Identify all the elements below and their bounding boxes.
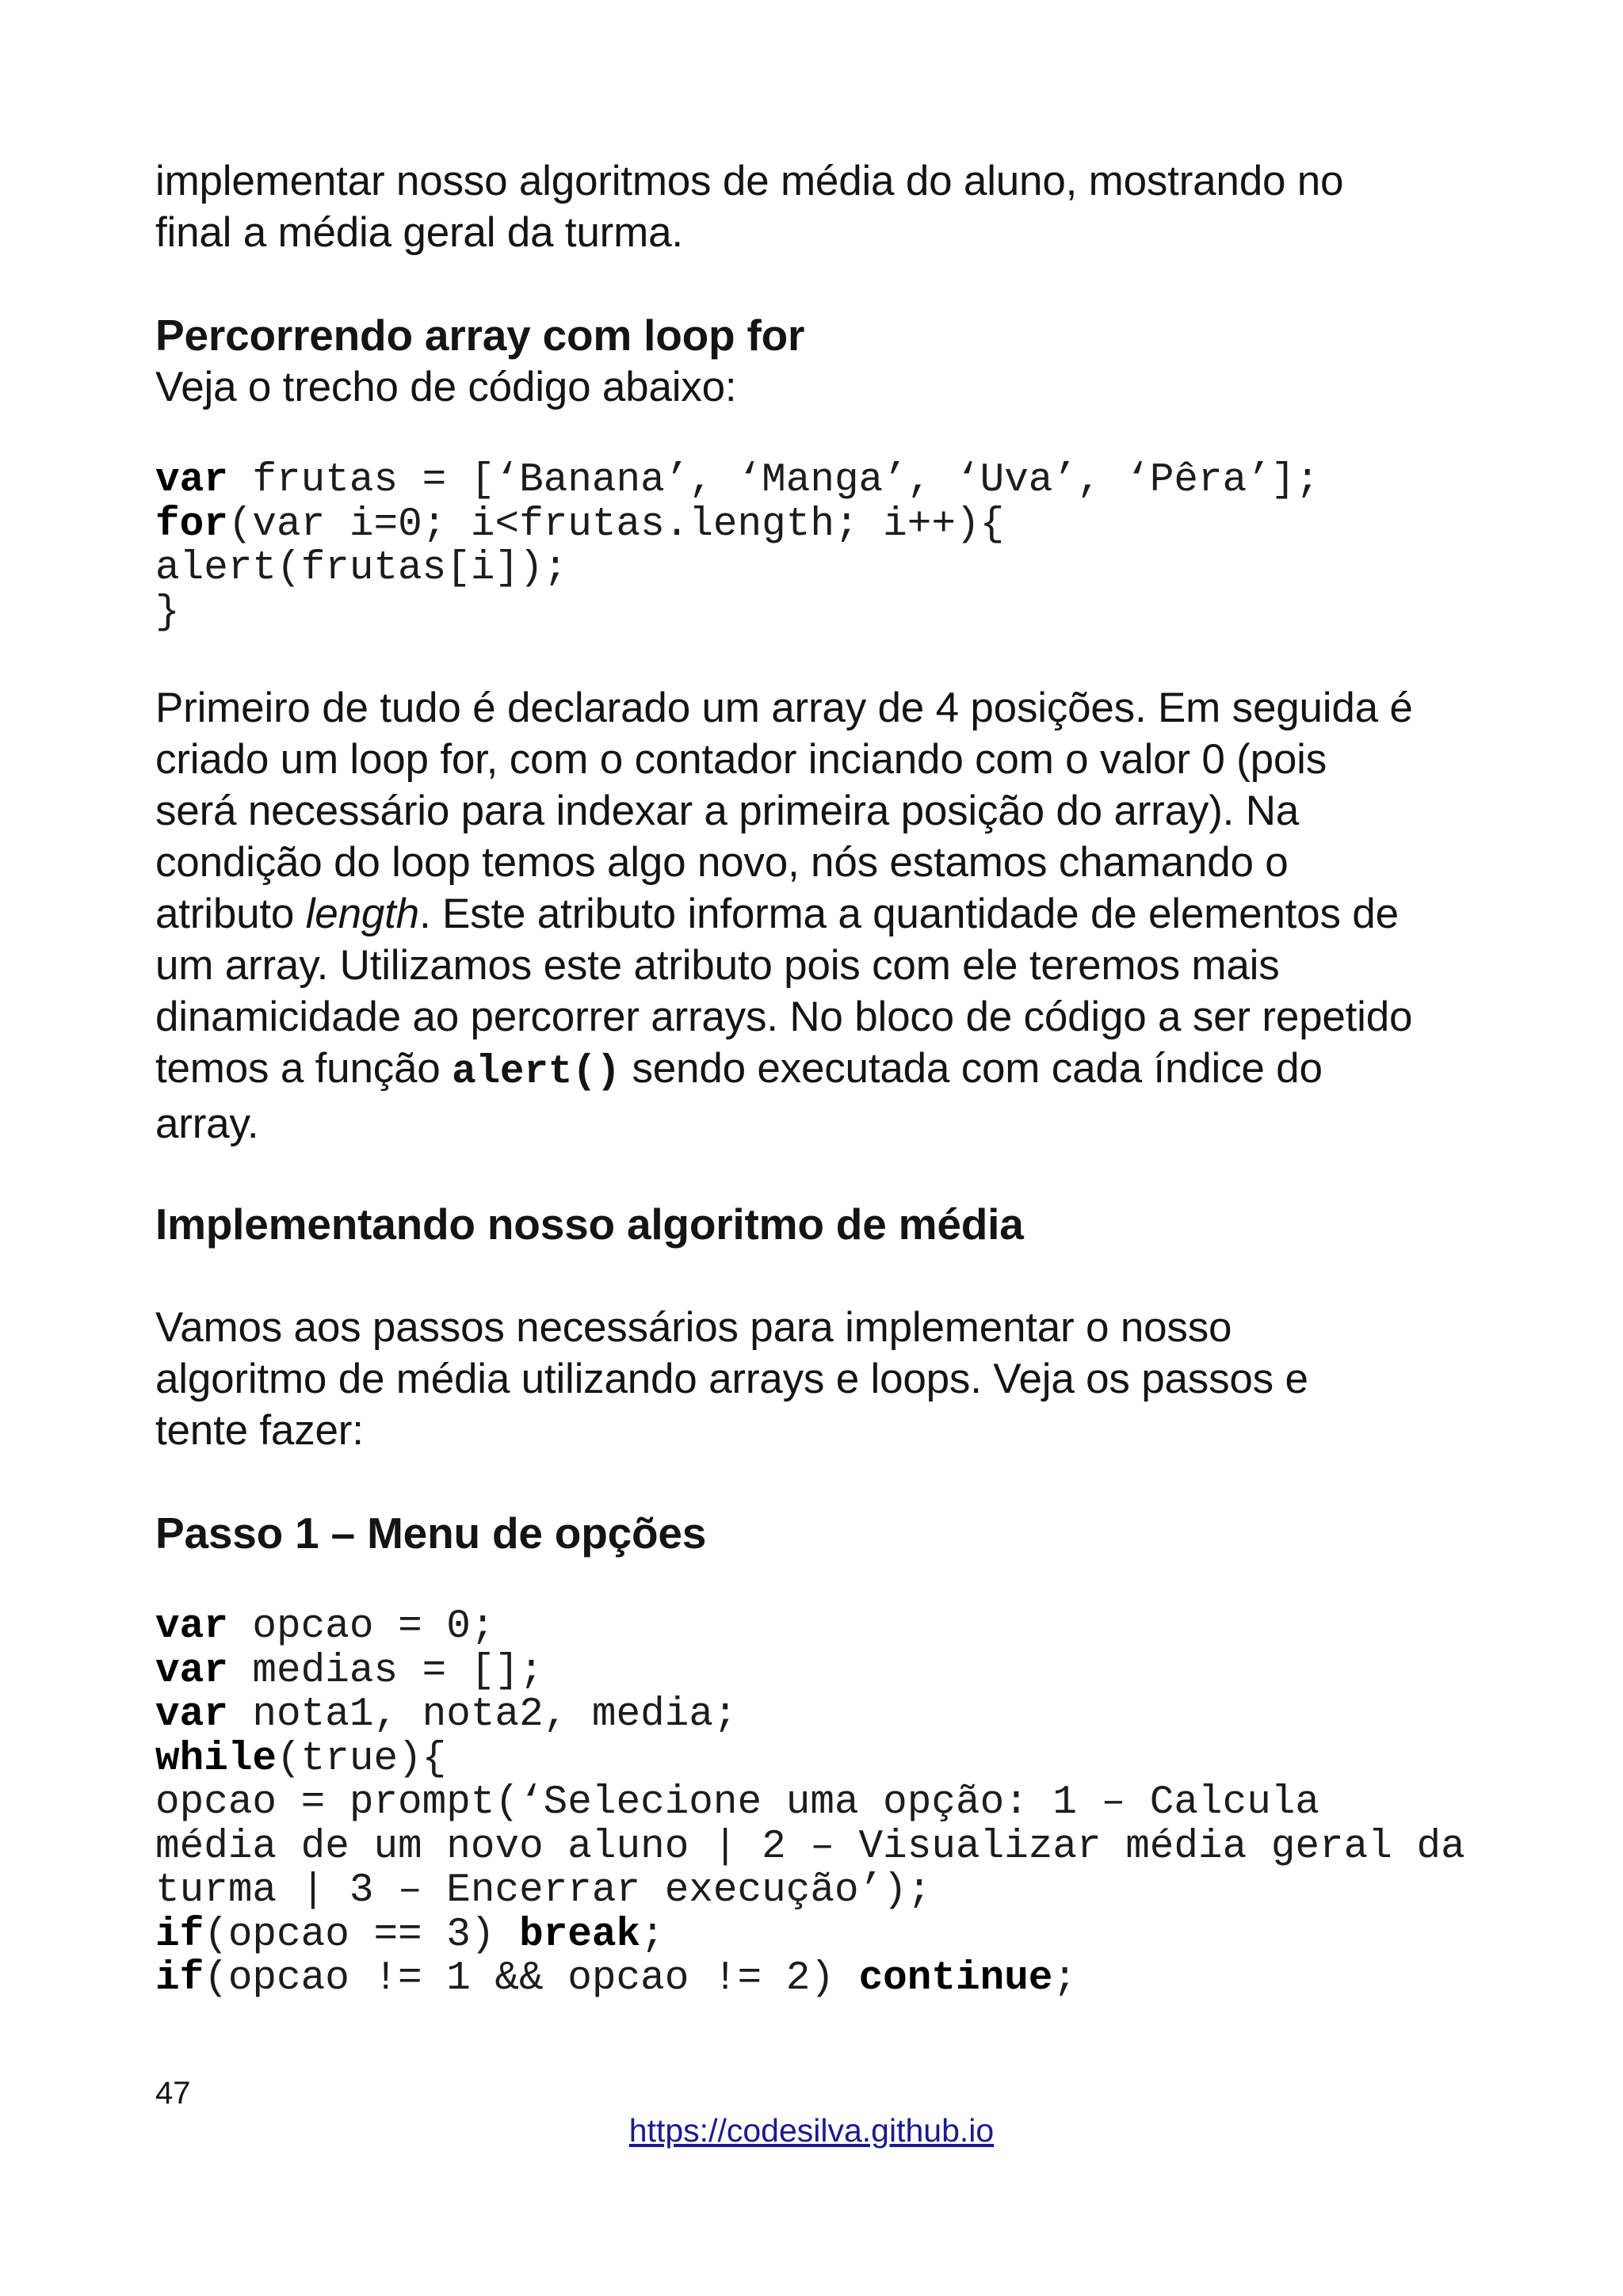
code-keyword: for xyxy=(155,502,228,547)
code-keyword: while xyxy=(155,1736,277,1782)
code-text: frutas = [‘Banana’, ‘Manga’, ‘Uva’, ‘Pêra’]; xyxy=(227,458,1320,503)
code-keyword: if xyxy=(155,1956,204,2001)
page-content xyxy=(155,155,1487,2001)
explanation-line: Primeiro de tudo é declarado um array de 4 posições. Em seguida é xyxy=(155,685,1413,731)
page-number: 47 xyxy=(155,2076,191,2111)
spacer xyxy=(155,1456,1487,1508)
explanation-line: condição do loop temos algo novo, nós estamos chamando o xyxy=(155,839,1289,886)
code-text: (true){ xyxy=(277,1736,447,1782)
code-line xyxy=(155,1957,1487,2001)
explanation-line: array. xyxy=(155,1100,259,1147)
code-line xyxy=(155,459,1487,503)
section-heading-algorithm: Implementando nosso algoritmo de média xyxy=(155,1199,1024,1249)
code-block-frutas xyxy=(155,459,1487,635)
code-line: opcao = prompt(‘Selecione uma opção: 1 – Calcula xyxy=(155,1780,1320,1825)
code-line xyxy=(155,1650,1487,1694)
explanation-line xyxy=(155,888,1487,940)
explanation-line: será necessário para indexar a primeira posição do array). Na xyxy=(155,788,1300,834)
explanation-line: criado um loop for, com o contador inciando com o valor 0 (pois xyxy=(155,736,1327,783)
code-keyword: var xyxy=(155,1692,228,1737)
spacer xyxy=(155,635,1487,682)
code-keyword: continue xyxy=(858,1956,1053,2001)
spacer xyxy=(155,1559,1487,1605)
section-subtitle: Veja o trecho de código abaixo: xyxy=(155,364,737,410)
code-line xyxy=(155,1913,1487,1958)
code-line xyxy=(155,503,1487,547)
explanation-text: sendo executada com cada índice do xyxy=(620,1045,1323,1092)
code-keyword: var xyxy=(155,1648,228,1694)
code-text: medias = []; xyxy=(227,1648,544,1694)
code-block-menu xyxy=(155,1605,1487,2001)
code-text: ; xyxy=(1052,1956,1078,2001)
code-line xyxy=(155,1737,1487,1782)
italic-term-length: length xyxy=(305,891,419,937)
code-text: (opcao != 1 && opcao != 2) xyxy=(204,1956,859,2001)
explanation-line: um array. Utilizamos este atributo pois com ele teremos mais xyxy=(155,942,1280,989)
explanation-text: . Este atributo informa a quantidade de elementos de xyxy=(418,891,1399,937)
intro-paragraph xyxy=(155,155,1487,258)
code-text: ; xyxy=(640,1912,665,1958)
code-text: (opcao == 3) xyxy=(204,1912,520,1958)
code-line: turma | 3 – Encerrar execução’); xyxy=(155,1868,932,1913)
explanation-line: dinamicidade ao percorrer arrays. No bloco de código a ser repetido xyxy=(155,994,1413,1040)
section-heading-loop-for: Percorrendo array com loop for xyxy=(155,311,805,360)
spacer xyxy=(155,413,1487,459)
spacer xyxy=(155,1250,1487,1302)
code-line: alert(frutas[i]); xyxy=(155,546,568,591)
inline-code-alert: alert() xyxy=(452,1050,621,1095)
step-1-heading: Passo 1 – Menu de opções xyxy=(155,1508,707,1558)
steps-intro-line: Vamos aos passos necessários para implementar o nosso xyxy=(155,1304,1232,1351)
intro-line-1: implementar nosso algoritmos de média do aluno, mostrando no xyxy=(155,158,1344,204)
spacer xyxy=(155,1150,1487,1199)
code-line: média de um novo aluno | 2 – Visualizar média geral da xyxy=(155,1824,1465,1870)
code-line: } xyxy=(155,589,180,635)
code-text: nota1, nota2, media; xyxy=(227,1692,738,1737)
code-line xyxy=(155,1605,1487,1650)
code-keyword: if xyxy=(155,1912,204,1958)
explanation-text: temos a função xyxy=(155,1045,453,1092)
footer-website-link[interactable]: https://codesilva.github.io xyxy=(628,2112,995,2149)
code-line xyxy=(155,1693,1487,1737)
code-keyword: break xyxy=(519,1912,641,1958)
code-text: opcao = 0; xyxy=(227,1604,495,1650)
explanation-line xyxy=(155,1043,1487,1098)
steps-intro-line: algoritmo de média utilizando arrays e loops. Veja os passos e xyxy=(155,1356,1308,1402)
explanation-text: atributo xyxy=(155,891,306,937)
steps-intro-line: tente fazer: xyxy=(155,1407,364,1454)
explanation-paragraph xyxy=(155,682,1487,1150)
code-keyword: var xyxy=(155,1604,228,1650)
code-text: (var i=0; i<frutas.length; i++){ xyxy=(227,502,1005,547)
intro-line-2: final a média geral da turma. xyxy=(155,209,683,256)
spacer xyxy=(155,258,1487,310)
code-keyword: var xyxy=(155,458,228,503)
steps-intro-paragraph xyxy=(155,1302,1487,1456)
